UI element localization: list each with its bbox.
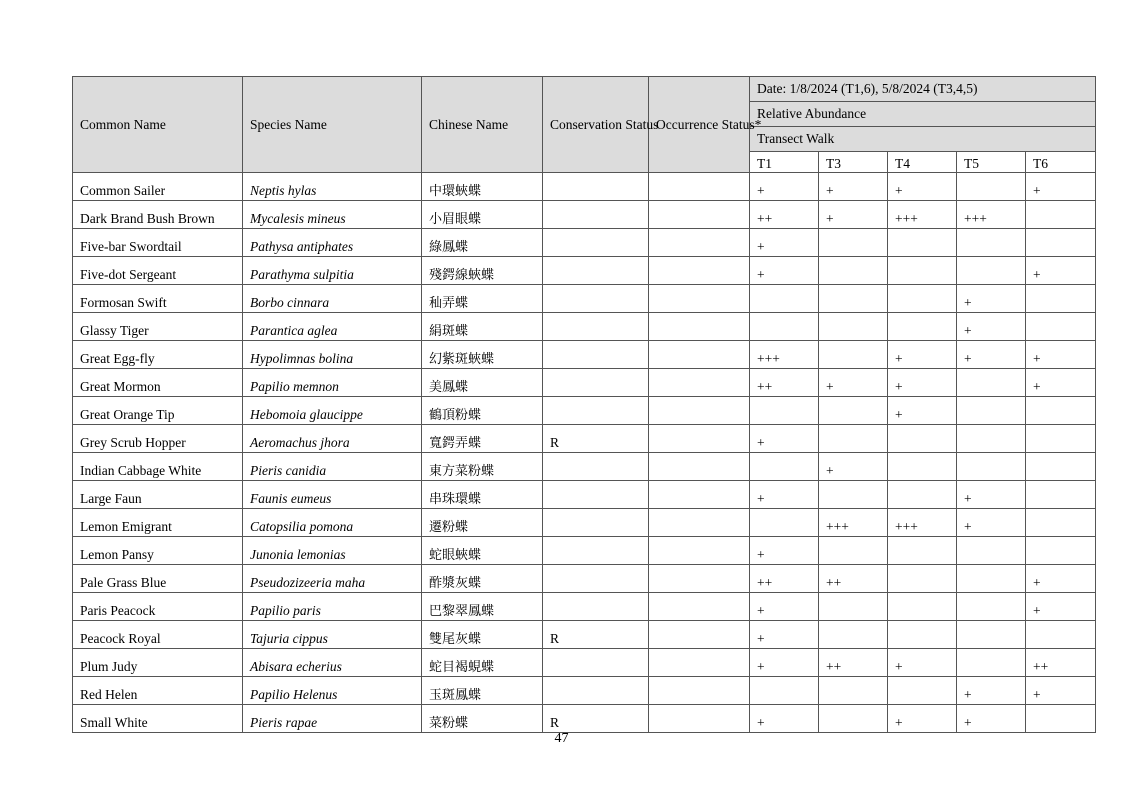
abundance-cell: +	[750, 173, 819, 201]
abundance-cell: +	[957, 509, 1026, 537]
chinese-name-cell: 中環蛺蝶	[422, 173, 543, 201]
abundance-cell	[888, 481, 957, 509]
table-row	[73, 229, 1096, 257]
chinese-name-cell: 小眉眼蝶	[422, 201, 543, 229]
abundance-cell	[957, 565, 1026, 593]
abundance-cell: ++	[819, 565, 888, 593]
abundance-cell	[819, 621, 888, 649]
abundance-cell: +	[957, 677, 1026, 705]
conservation-status-cell: R	[543, 621, 649, 649]
conservation-status-cell	[543, 341, 649, 369]
abundance-cell	[1026, 201, 1096, 229]
conservation-status-cell	[543, 537, 649, 565]
abundance-cell	[888, 229, 957, 257]
common-name-cell: Red Helen	[73, 677, 243, 705]
common-name-cell: Common Sailer	[73, 173, 243, 201]
occurrence-status-cell	[649, 313, 750, 341]
chinese-name-cell: 蛇眼蛺蝶	[422, 537, 543, 565]
chinese-name-cell: 菜粉蝶	[422, 705, 543, 733]
abundance-cell: +	[888, 705, 957, 733]
abundance-cell: +	[750, 621, 819, 649]
abundance-cell	[819, 285, 888, 313]
conservation-status-cell	[543, 313, 649, 341]
abundance-cell: +	[1026, 257, 1096, 285]
abundance-cell: +	[1026, 173, 1096, 201]
species-name-cell: Tajuria cippus	[243, 621, 422, 649]
header-occurrence-status: Occurrence Status*	[649, 77, 750, 173]
species-name-cell: Abisara echerius	[243, 649, 422, 677]
abundance-cell	[819, 593, 888, 621]
species-name-cell: Pathysa antiphates	[243, 229, 422, 257]
abundance-cell: +	[888, 397, 957, 425]
common-name-cell: Large Faun	[73, 481, 243, 509]
abundance-cell: +	[1026, 677, 1096, 705]
abundance-cell: +	[750, 593, 819, 621]
abundance-cell	[1026, 453, 1096, 481]
conservation-status-cell: R	[543, 705, 649, 733]
common-name-cell: Pale Grass Blue	[73, 565, 243, 593]
abundance-cell: +++	[957, 201, 1026, 229]
abundance-cell: +++	[888, 201, 957, 229]
species-name-cell: Catopsilia pomona	[243, 509, 422, 537]
abundance-cell	[750, 285, 819, 313]
common-name-cell: Five-dot Sergeant	[73, 257, 243, 285]
table-body	[73, 173, 1096, 733]
table-row	[73, 397, 1096, 425]
table-row	[73, 201, 1096, 229]
abundance-cell	[1026, 621, 1096, 649]
conservation-status-cell	[543, 397, 649, 425]
abundance-cell: ++	[819, 649, 888, 677]
abundance-cell	[888, 453, 957, 481]
abundance-cell: +	[1026, 341, 1096, 369]
abundance-cell: +	[888, 649, 957, 677]
common-name-cell: Great Mormon	[73, 369, 243, 397]
abundance-cell	[819, 481, 888, 509]
conservation-status-cell	[543, 229, 649, 257]
abundance-cell: +++	[819, 509, 888, 537]
abundance-cell: +	[819, 369, 888, 397]
abundance-cell	[1026, 285, 1096, 313]
abundance-cell	[957, 229, 1026, 257]
abundance-cell	[1026, 313, 1096, 341]
abundance-cell	[888, 593, 957, 621]
table-row	[73, 285, 1096, 313]
abundance-cell: ++	[750, 565, 819, 593]
conservation-status-cell	[543, 565, 649, 593]
conservation-status-cell	[543, 593, 649, 621]
chinese-name-cell: 遷粉蝶	[422, 509, 543, 537]
abundance-cell: ++	[1026, 649, 1096, 677]
chinese-name-cell: 美鳳蝶	[422, 369, 543, 397]
common-name-cell: Small White	[73, 705, 243, 733]
table-row	[73, 705, 1096, 733]
chinese-name-cell: 絹斑蝶	[422, 313, 543, 341]
conservation-status-cell	[543, 201, 649, 229]
abundance-cell: +	[957, 285, 1026, 313]
abundance-cell: +	[1026, 593, 1096, 621]
species-name-cell: Parathyma sulpitia	[243, 257, 422, 285]
abundance-cell: +	[1026, 565, 1096, 593]
conservation-status-cell: R	[543, 425, 649, 453]
header-common-name: Common Name	[73, 77, 243, 173]
species-name-cell: Pseudozizeeria maha	[243, 565, 422, 593]
abundance-cell: ++	[750, 201, 819, 229]
chinese-name-cell: 東方菜粉蝶	[422, 453, 543, 481]
header-chinese-name: Chinese Name	[422, 77, 543, 173]
abundance-cell	[819, 677, 888, 705]
common-name-cell: Dark Brand Bush Brown	[73, 201, 243, 229]
table-row	[73, 677, 1096, 705]
abundance-cell: +	[1026, 369, 1096, 397]
table-row	[73, 509, 1096, 537]
occurrence-status-cell	[649, 705, 750, 733]
header-transect: T3	[819, 152, 888, 173]
abundance-cell: +	[819, 201, 888, 229]
table-row	[73, 621, 1096, 649]
abundance-cell: +	[750, 537, 819, 565]
header-conservation-status: Conservation Status	[543, 77, 649, 173]
abundance-cell	[957, 593, 1026, 621]
common-name-cell: Grey Scrub Hopper	[73, 425, 243, 453]
abundance-cell: +	[957, 341, 1026, 369]
conservation-status-cell	[543, 453, 649, 481]
abundance-cell	[957, 649, 1026, 677]
abundance-cell: +	[888, 173, 957, 201]
header-relative-abundance: Relative Abundance	[750, 102, 1096, 127]
species-name-cell: Junonia lemonias	[243, 537, 422, 565]
abundance-cell: +	[888, 369, 957, 397]
abundance-cell	[1026, 425, 1096, 453]
species-name-cell: Hypolimnas bolina	[243, 341, 422, 369]
species-name-cell: Neptis hylas	[243, 173, 422, 201]
conservation-status-cell	[543, 677, 649, 705]
abundance-cell	[1026, 705, 1096, 733]
abundance-cell	[957, 257, 1026, 285]
chinese-name-cell: 雙尾灰蝶	[422, 621, 543, 649]
common-name-cell: Paris Peacock	[73, 593, 243, 621]
conservation-status-cell	[543, 257, 649, 285]
abundance-cell	[1026, 397, 1096, 425]
species-name-cell: Pieris rapae	[243, 705, 422, 733]
abundance-cell: +	[957, 313, 1026, 341]
chinese-name-cell: 鶴頂粉蝶	[422, 397, 543, 425]
abundance-cell	[888, 425, 957, 453]
abundance-cell: ++	[750, 369, 819, 397]
chinese-name-cell: 串珠環蝶	[422, 481, 543, 509]
abundance-cell	[819, 313, 888, 341]
occurrence-status-cell	[649, 621, 750, 649]
species-name-cell: Borbo cinnara	[243, 285, 422, 313]
occurrence-status-cell	[649, 593, 750, 621]
abundance-cell: +	[819, 453, 888, 481]
common-name-cell: Plum Judy	[73, 649, 243, 677]
occurrence-status-cell	[649, 509, 750, 537]
abundance-cell	[957, 173, 1026, 201]
occurrence-status-cell	[649, 677, 750, 705]
abundance-cell	[750, 313, 819, 341]
abundance-cell	[819, 341, 888, 369]
abundance-cell: +	[819, 173, 888, 201]
table-header	[73, 77, 1096, 173]
abundance-cell	[888, 313, 957, 341]
abundance-cell: +	[750, 649, 819, 677]
butterfly-survey-table	[72, 76, 1096, 733]
common-name-cell: Glassy Tiger	[73, 313, 243, 341]
occurrence-status-cell	[649, 453, 750, 481]
occurrence-status-cell	[649, 481, 750, 509]
header-species-name: Species Name	[243, 77, 422, 173]
abundance-cell: +	[957, 481, 1026, 509]
header-survey-date: Date: 1/8/2024 (T1,6), 5/8/2024 (T3,4,5)	[750, 77, 1096, 102]
table-row	[73, 369, 1096, 397]
table-row	[73, 537, 1096, 565]
abundance-cell	[957, 453, 1026, 481]
abundance-cell: +	[750, 425, 819, 453]
abundance-cell	[819, 397, 888, 425]
abundance-cell	[750, 677, 819, 705]
table-row	[73, 425, 1096, 453]
abundance-cell	[1026, 229, 1096, 257]
chinese-name-cell: 玉斑鳳蝶	[422, 677, 543, 705]
common-name-cell: Indian Cabbage White	[73, 453, 243, 481]
species-name-cell: Papilio Helenus	[243, 677, 422, 705]
occurrence-status-cell	[649, 537, 750, 565]
abundance-cell: +	[750, 229, 819, 257]
abundance-cell	[819, 229, 888, 257]
abundance-cell	[888, 621, 957, 649]
abundance-cell	[750, 453, 819, 481]
table-row	[73, 565, 1096, 593]
species-name-cell: Papilio memnon	[243, 369, 422, 397]
abundance-cell	[1026, 537, 1096, 565]
abundance-cell	[819, 257, 888, 285]
abundance-cell	[1026, 481, 1096, 509]
species-name-cell: Faunis eumeus	[243, 481, 422, 509]
occurrence-status-cell	[649, 229, 750, 257]
species-name-cell: Pieris canidia	[243, 453, 422, 481]
table-row	[73, 313, 1096, 341]
table-row	[73, 649, 1096, 677]
abundance-cell	[819, 705, 888, 733]
table-row	[73, 257, 1096, 285]
abundance-cell	[957, 537, 1026, 565]
abundance-cell	[888, 565, 957, 593]
conservation-status-cell	[543, 509, 649, 537]
table-row	[73, 341, 1096, 369]
header-transect: T4	[888, 152, 957, 173]
conservation-status-cell	[543, 481, 649, 509]
header-transect-walk: Transect Walk	[750, 127, 1096, 152]
abundance-cell	[750, 509, 819, 537]
common-name-cell: Five-bar Swordtail	[73, 229, 243, 257]
common-name-cell: Formosan Swift	[73, 285, 243, 313]
common-name-cell: Peacock Royal	[73, 621, 243, 649]
conservation-status-cell	[543, 369, 649, 397]
chinese-name-cell: 巴黎翠鳳蝶	[422, 593, 543, 621]
species-name-cell: Mycalesis mineus	[243, 201, 422, 229]
abundance-cell: +	[750, 705, 819, 733]
occurrence-status-cell	[649, 257, 750, 285]
abundance-cell	[888, 677, 957, 705]
occurrence-status-cell	[649, 565, 750, 593]
header-transect: T5	[957, 152, 1026, 173]
occurrence-status-cell	[649, 425, 750, 453]
common-name-cell: Lemon Pansy	[73, 537, 243, 565]
chinese-name-cell: 蛇目褐蜆蝶	[422, 649, 543, 677]
header-transect: T1	[750, 152, 819, 173]
abundance-cell	[957, 621, 1026, 649]
chinese-name-cell: 殘鍔線蛺蝶	[422, 257, 543, 285]
abundance-cell	[957, 369, 1026, 397]
abundance-cell	[957, 425, 1026, 453]
chinese-name-cell: 寬鍔弄蝶	[422, 425, 543, 453]
abundance-cell	[957, 397, 1026, 425]
abundance-cell	[819, 425, 888, 453]
chinese-name-cell: 幻紫斑蛺蝶	[422, 341, 543, 369]
abundance-cell	[819, 537, 888, 565]
chinese-name-cell: 秈弄蝶	[422, 285, 543, 313]
page-number: 47	[554, 731, 569, 746]
common-name-cell: Lemon Emigrant	[73, 509, 243, 537]
species-name-cell: Hebomoia glaucippe	[243, 397, 422, 425]
occurrence-status-cell	[649, 341, 750, 369]
abundance-cell	[750, 397, 819, 425]
species-name-cell: Aeromachus jhora	[243, 425, 422, 453]
common-name-cell: Great Egg-fly	[73, 341, 243, 369]
table-row	[73, 453, 1096, 481]
abundance-cell	[888, 285, 957, 313]
header-transect: T6	[1026, 152, 1096, 173]
abundance-cell	[1026, 509, 1096, 537]
occurrence-status-cell	[649, 285, 750, 313]
occurrence-status-cell	[649, 173, 750, 201]
species-name-cell: Papilio paris	[243, 593, 422, 621]
occurrence-status-cell	[649, 201, 750, 229]
abundance-cell: +	[957, 705, 1026, 733]
table-row	[73, 593, 1096, 621]
occurrence-status-cell	[649, 649, 750, 677]
conservation-status-cell	[543, 173, 649, 201]
table-row	[73, 173, 1096, 201]
abundance-cell: +++	[750, 341, 819, 369]
chinese-name-cell: 酢漿灰蝶	[422, 565, 543, 593]
chinese-name-cell: 綠鳳蝶	[422, 229, 543, 257]
species-name-cell: Parantica aglea	[243, 313, 422, 341]
abundance-cell: +	[750, 257, 819, 285]
conservation-status-cell	[543, 285, 649, 313]
abundance-cell: +	[888, 341, 957, 369]
table-row	[73, 481, 1096, 509]
abundance-cell: +++	[888, 509, 957, 537]
common-name-cell: Great Orange Tip	[73, 397, 243, 425]
abundance-cell	[888, 257, 957, 285]
conservation-status-cell	[543, 649, 649, 677]
abundance-cell	[888, 537, 957, 565]
occurrence-status-cell	[649, 397, 750, 425]
occurrence-status-cell	[649, 369, 750, 397]
abundance-cell: +	[750, 481, 819, 509]
